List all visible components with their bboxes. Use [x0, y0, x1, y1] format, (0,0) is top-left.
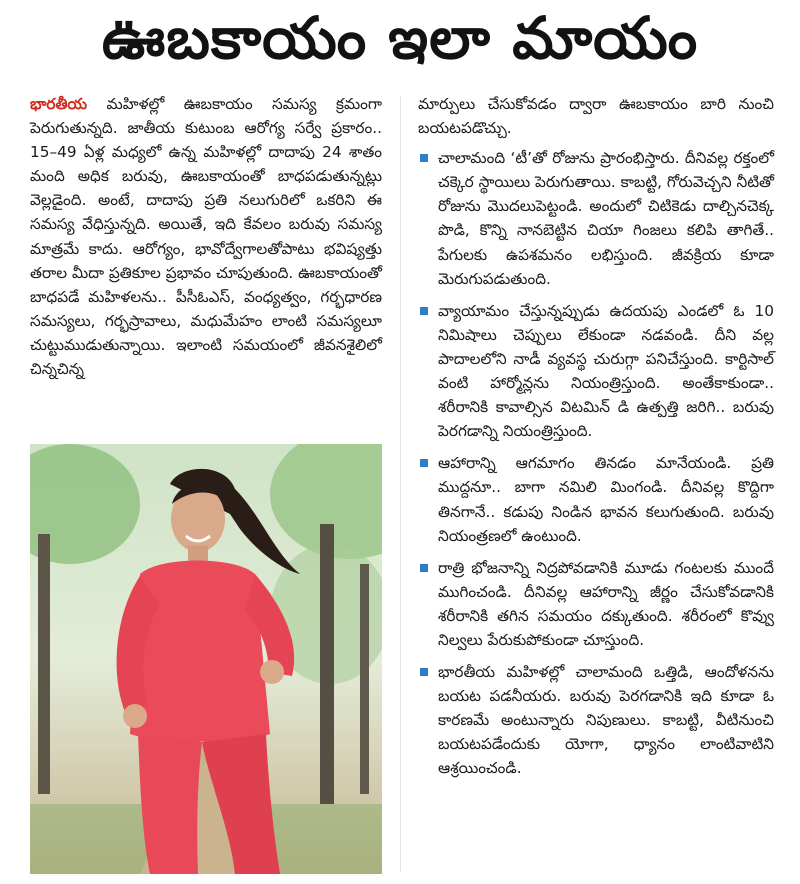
woman-jogging-photo	[30, 444, 382, 874]
bullet-square-icon	[420, 459, 428, 467]
bullet-square-icon	[420, 154, 428, 162]
tip-item	[418, 660, 774, 780]
intro-text: మహిళల్లో ఊబకాయం సమస్య క్రమంగా పెరుగుతున్నది. జాతీయ కుటుంబ ఆరోగ్య సర్వే ప్రకారం.. 15–49 ఏళ్ల మధ్యలో ఉన్న మహిళల్లో దాదాపు 24 శాతం మంది అధిక బరువు, ఊబకాయంతో బాధపడుతున్నట్లు వెల్లడైంది. అంటే, దాదాపు ప్రతి నలుగురిలో ఒకరిని ఈ సమస్య వేధిస్తున్నది. అయితే, ఇది కేవలం బరువు సమస్య మాత్రమే కాదు. ఆరోగ్యం, భావోద్వేగాలతోపాటు భవిష్యత్తు తరాల మీదా ప్రతికూల ప్రభావం చూపుతుంది. ఊబకాయంతో బాధపడే మహిళలను.. పీసీఓఎస్, వంధ్యత్వం, గర్భధారణ సమస్యలు, గర్భస్రావాలు, మధుమేహం లాంటి సమస్యలూ చుట్టుముడుతున్నాయి. ఇలాంటి సమయంలో జీవనశైలిలో చిన్నచిన్న	[30, 95, 382, 379]
lead-word: భారతీయ	[30, 95, 88, 113]
jogging-illustration	[30, 444, 382, 874]
tip-text: చాలామంది ‘టీ’తో రోజును ప్రారంభిస్తారు. దీనివల్ల రక్తంలో చక్కెర స్థాయిలు పెరుగుతాయి. కాబట్టి, గోరువెచ్చని నీటితో రోజును మొదలుపెట్టండి. అందులో చిటికెడు దాల్చినచెక్క పొడి, కొన్ని నానబెట్టిన చియా గింజలు కలిపి తాగితే.. పేగులకు ఉపశమనం లభిస్తుంది. జీవక్రియ కూడా మెరుగుపడుతుంది.	[438, 149, 774, 288]
tip-item	[418, 146, 774, 291]
headline: ఊబకాయం ఇలా మాయం	[101, 3, 699, 72]
column-divider	[400, 96, 401, 872]
right-column	[418, 92, 774, 789]
tip-text: భారతీయ మహిళల్లో చాలామంది ఒత్తిడి, ఆందోళనను బయట పడనీయరు. బరువు పెరగడానికి ఇది కూడా ఓ కారణమే అంటున్నారు నిపుణులు. కాబట్టి, వీటినుంచి బయటపడేందుకు యోగా, ధ్యానం లాంటివాటిని ఆశ్రయించండి.	[438, 663, 774, 778]
tip-text: రాత్రి భోజనాన్ని నిద్రపోవడానికి మూడు గంటలకు ముందే ముగించండి. దీనివల్ల ఆహారాన్ని జీర్ణం చేసుకోవడానికి శరీరానికి తగిన సమయం దక్కుతుంది. శరీరంలో కొవ్వు నిల్వలు పేరుకుపోకుండా చూస్తుంది.	[438, 558, 774, 649]
bullet-square-icon	[420, 307, 428, 315]
intro-continued: మార్పులు చేసుకోవడం ద్వారా ఊబకాయం బారి నుంచి బయటపడొచ్చు.	[418, 95, 774, 138]
intro-paragraph	[30, 92, 382, 381]
tip-item	[418, 451, 774, 547]
tip-text: వ్యాయామం చేస్తున్నప్పుడు ఉదయపు ఎండలో ఓ 10 నిమిషాలు చెప్పులు లేకుండా నడవండి. దీని వల్ల పాదాలలోని నాడీ వ్యవస్థ చురుగ్గా పనిచేస్తుంది. కార్టిసాల్ వంటి హార్మోన్లను నియంత్రిస్తుంది. అంతేకాకుండా.. శరీరానికి కావాల్సిన విటమిన్ డి ఉత్పత్తి జరిగి.. బరువు పెరగడాన్ని నియంత్రిస్తుంది.	[438, 301, 774, 441]
bullet-square-icon	[420, 668, 428, 676]
bullet-square-icon	[420, 564, 428, 572]
tip-item	[418, 299, 774, 444]
left-column	[30, 92, 382, 387]
tip-text: ఆహారాన్ని ఆగమాగం తినడం మానేయండి. ప్రతి ముద్దనూ.. బాగా నమిలి మింగండి. దీనివల్ల కొద్దిగా తినగానే.. కడుపు నిండిన భావన కలుగుతుంది. బరువు నియంత్రణలో ఉంటుంది.	[438, 454, 774, 545]
tip-item	[418, 556, 774, 652]
